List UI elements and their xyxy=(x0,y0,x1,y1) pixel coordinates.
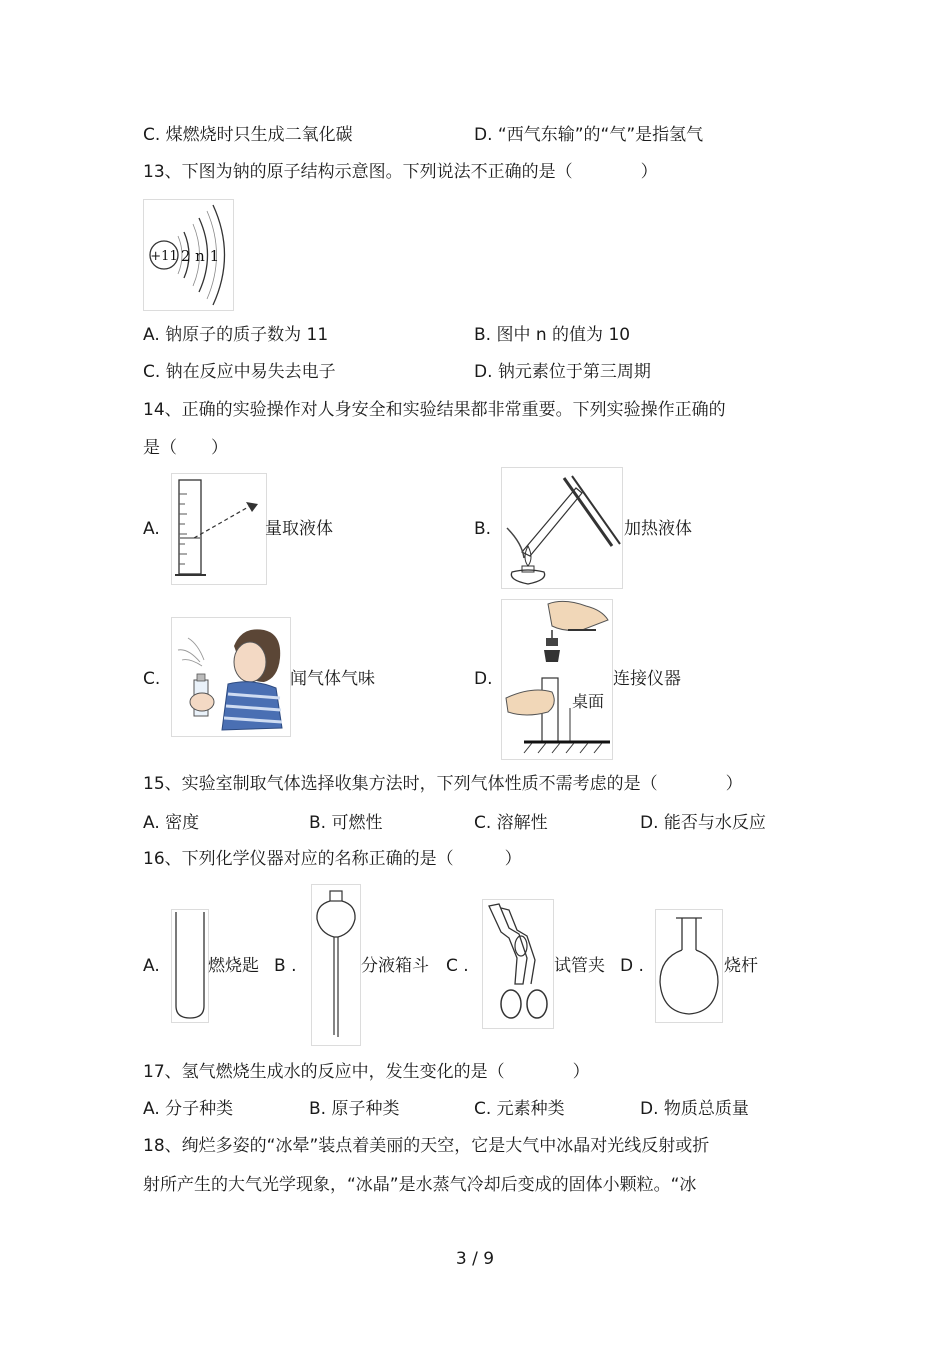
q14-option-c-text: 闻气体气味 xyxy=(290,669,375,689)
q15-option-a: A. 密度 xyxy=(143,813,200,833)
q13-option-c: C. 钠在反应中易失去电子 xyxy=(143,362,336,382)
q13-option-a: A. 钠原子的质子数为 11 xyxy=(143,325,329,345)
round-bottom-flask-figure xyxy=(655,909,723,1023)
q14-option-b-letter: B. xyxy=(474,519,492,539)
q16-option-c-text: 试管夹 xyxy=(554,956,605,976)
q17-option-a: A. 分子种类 xyxy=(143,1099,234,1119)
graduated-cylinder-figure xyxy=(171,473,267,585)
q17-option-b: B. 原子种类 xyxy=(309,1099,400,1119)
test-tube-holder-figure xyxy=(482,899,554,1029)
q15-option-c: C. 溶解性 xyxy=(474,813,548,833)
q14-option-a-text: 量取液体 xyxy=(265,519,333,539)
q14-option-c-letter: C. xyxy=(143,669,161,689)
q17-option-c: C. 元素种类 xyxy=(474,1099,565,1119)
q16-stem: 16、下列化学仪器对应的名称正确的是（ ） xyxy=(143,849,522,869)
q16-option-b-text: 分液箱斗 xyxy=(361,956,429,976)
q17-option-d: D. 物质总质量 xyxy=(640,1099,749,1119)
q18-line1: 18、绚烂多姿的“冰晕”装点着美丽的天空，它是大气中冰晶对光线反射或折 xyxy=(143,1136,710,1156)
q16-option-b-letter: B . xyxy=(274,956,297,976)
q16-option-d-letter: D . xyxy=(620,956,644,976)
q14-stem-line2: 是（ ） xyxy=(143,438,228,458)
q14-option-b-text: 加热液体 xyxy=(624,519,692,539)
q15-stem: 15、实验室制取气体选择收集方法时，下列气体性质不需考虑的是（ ） xyxy=(143,774,743,794)
q16-option-d-text: 烧杆 xyxy=(724,956,758,976)
q12-option-d: D. “西气东输”的“气”是指氢气 xyxy=(474,125,704,145)
q16-option-c-letter: C . xyxy=(446,956,469,976)
q17-stem: 17、氢气燃烧生成水的反应中，发生变化的是（ ） xyxy=(143,1062,590,1082)
q15-option-d: D. 能否与水反应 xyxy=(640,813,766,833)
q13-option-b: B. 图中 n 的值为 10 xyxy=(474,325,631,345)
q16-option-a-text: 燃烧匙 xyxy=(208,956,259,976)
connecting-apparatus-figure xyxy=(501,599,613,760)
q18-line2: 射所产生的大气光学现象，“冰晶”是水蒸气冷却后变成的固体小颗粒。“冰 xyxy=(143,1175,697,1195)
q14-option-d-text: 连接仪器 xyxy=(613,669,681,689)
separatory-funnel-figure xyxy=(311,884,361,1046)
sodium-atom-diagram xyxy=(143,199,234,311)
nucleus-label: +11 xyxy=(150,249,178,264)
q16-option-a-letter: A. xyxy=(143,956,160,976)
page-number: 3 / 9 xyxy=(455,1249,495,1269)
smelling-gas-figure xyxy=(171,617,291,737)
q12-option-c: C. 煤燃烧时只生成二氧化碳 xyxy=(143,125,353,145)
q14-option-a-letter: A. xyxy=(143,519,160,539)
shell-electron-labels: 2 n 1 xyxy=(180,247,220,265)
heating-liquid-figure xyxy=(501,467,623,589)
desk-surface-label: 桌面 xyxy=(572,692,605,711)
q13-option-d: D. 钠元素位于第三周期 xyxy=(474,362,651,382)
test-tube-figure xyxy=(171,909,209,1023)
q14-stem-line1: 14、正确的实验操作对人身安全和实验结果都非常重要。下列实验操作正确的 xyxy=(143,400,726,420)
q13-stem: 13、下图为钠的原子结构示意图。下列说法不正确的是（ ） xyxy=(143,162,658,182)
q15-option-b: B. 可燃性 xyxy=(309,813,383,833)
q14-option-d-letter: D. xyxy=(474,669,493,689)
